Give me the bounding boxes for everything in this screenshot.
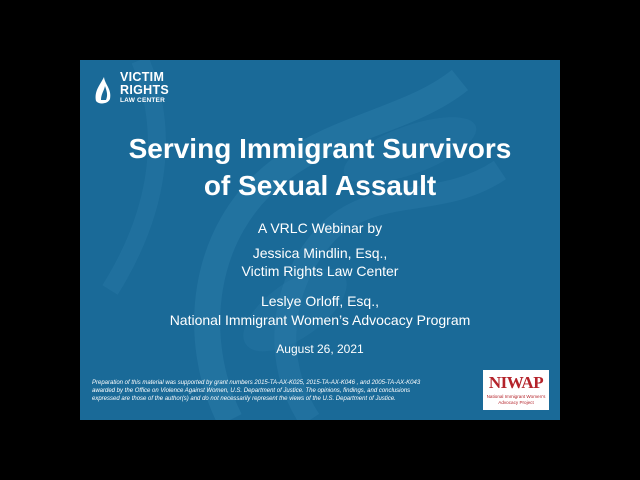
webinar-subtitle: A VRLC Webinar by (257, 220, 383, 236)
logo-text (120, 71, 169, 105)
slide-title (80, 130, 560, 204)
title-line-1: Serving Immigrant Survivors (128, 133, 512, 164)
disclaimer-line-3: expressed are those of the author(s) and do not necessarily represent the views of the U.S. Department of Justice. (92, 396, 396, 403)
niwap-name: NIWAP (488, 373, 544, 392)
victim-rights-logo (92, 70, 182, 106)
logo-line-1: VICTIM (120, 70, 165, 84)
presenter-1-org: Victim Rights Law Center (241, 263, 399, 279)
webinar-date: August 26, 2021 (276, 342, 364, 356)
presenter-2-org: National Immigrant Women’s Advocacy Program (169, 312, 471, 328)
disclaimer-line-1: Preparation of this material was supported by grant numbers 2015-TA-AX-K025, 2015-TA-AX-K046 , and 2005-TA-AX-K043 (92, 380, 421, 386)
logo-line-2: RIGHTS (120, 82, 170, 97)
logo-line-3: LAW CENTER (120, 97, 165, 104)
disclaimer-line-2: awarded by the Office on Violence Against Women, U.S. Department of Justice. The opinions, findings, and conclusions (92, 388, 411, 395)
presenter-2-name: Leslye Orloff, Esq., (260, 293, 379, 309)
title-line-2: of Sexual Assault (203, 170, 437, 201)
slide (80, 60, 560, 420)
grant-disclaimer (92, 379, 470, 404)
niwap-tagline: National Immigrant Women’s Advocacy Project (486, 394, 546, 405)
niwap-logo (483, 370, 549, 410)
background-leaf-art (80, 60, 560, 420)
presenter-1-name: Jessica Mindlin, Esq., (252, 245, 388, 261)
logo-flame-icon (92, 71, 116, 105)
